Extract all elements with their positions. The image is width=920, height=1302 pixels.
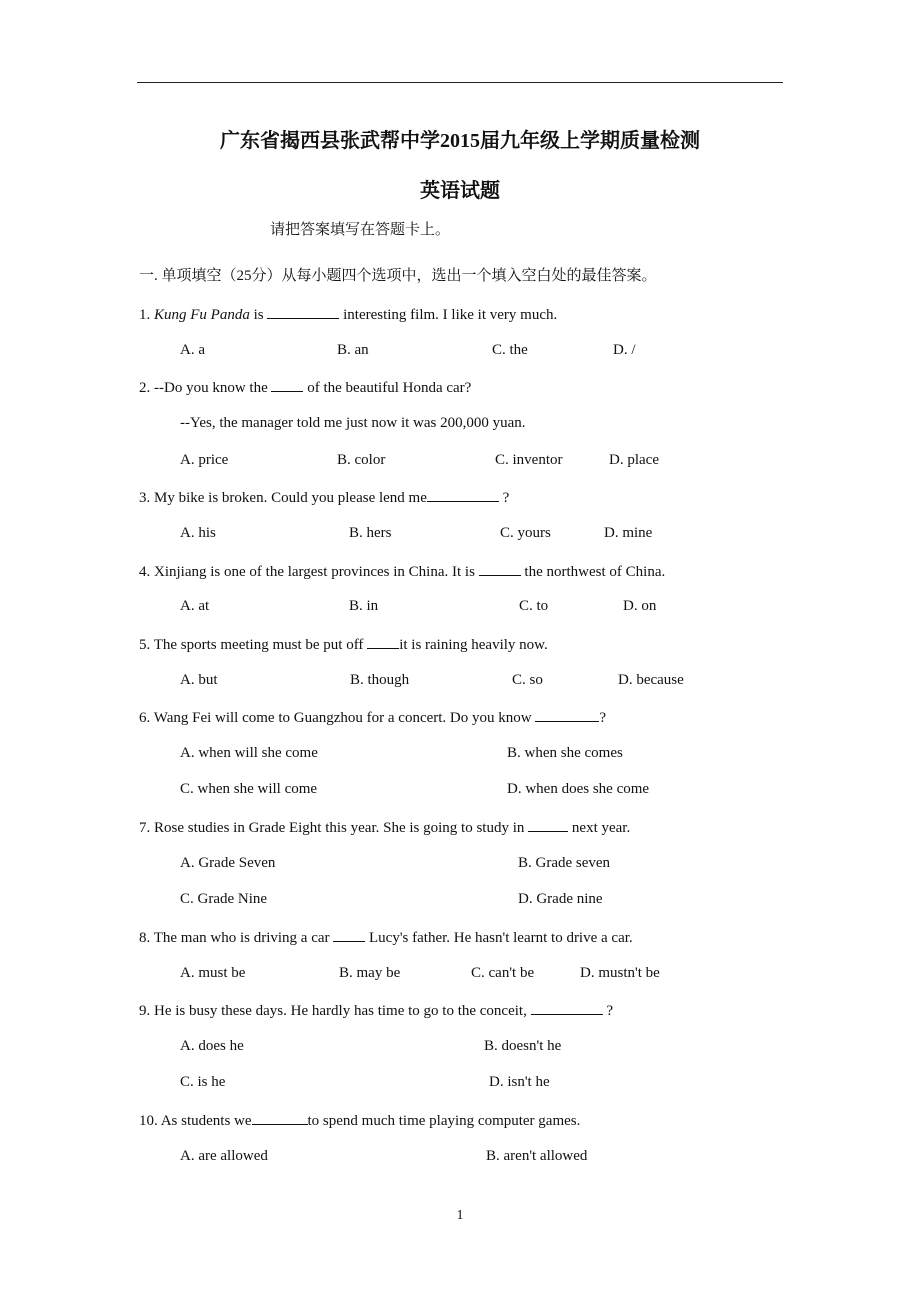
option: A. are allowed: [180, 1148, 268, 1164]
option: C. yours: [500, 525, 551, 541]
answer-blank: [333, 926, 365, 942]
question-6: 6. Wang Fei will come to Guangzhou for a concert. Do you know ?: [139, 706, 606, 728]
option: D. mustn't be: [580, 965, 660, 981]
option: B. hers: [349, 525, 392, 541]
option: D. because: [618, 672, 684, 688]
option: B. when she comes: [507, 745, 623, 761]
option: B. Grade seven: [518, 855, 611, 871]
option: B. doesn't he: [484, 1038, 562, 1054]
question-1: 1. Kung Fu Panda is interesting film. I like it very much.: [139, 303, 557, 325]
answer-blank: [479, 560, 521, 576]
option: D. Grade nine: [518, 891, 603, 907]
instruction-text: 请把答案填写在答题卡上。: [270, 222, 451, 238]
question-4: 4. Xinjiang is one of the largest provinces in China. It is the northwest of China.: [139, 560, 665, 582]
option: A. but: [180, 672, 218, 688]
option: A. a: [180, 342, 205, 358]
option: D. /: [613, 342, 636, 358]
question-10: 10. As students we to spend much time playing computer games.: [139, 1109, 580, 1131]
page-subtitle: 英语试题: [420, 180, 500, 202]
option: C. inventor: [495, 452, 563, 468]
option: D. isn't he: [489, 1074, 550, 1090]
option: D. on: [623, 598, 657, 614]
answer-blank: [267, 303, 339, 319]
option: B. an: [337, 342, 369, 358]
option: B. color: [337, 452, 386, 468]
option: C. is he: [180, 1074, 226, 1090]
option: C. can't be: [471, 965, 535, 981]
option: A. price: [180, 452, 229, 468]
page-number: 1: [456, 1208, 464, 1223]
option: A. Grade Seven: [180, 855, 276, 871]
answer-blank: [531, 999, 603, 1015]
question-7: 7. Rose studies in Grade Eight this year. She is going to study in next year.: [139, 816, 630, 838]
option: A. at: [180, 598, 210, 614]
option: A. must be: [180, 965, 246, 981]
answer-blank: [367, 633, 399, 649]
question-5: 5. The sports meeting must be put off it is raining heavily now.: [139, 633, 548, 655]
option: D. place: [609, 452, 659, 468]
option: C. the: [492, 342, 528, 358]
option: D. mine: [604, 525, 653, 541]
option: B. though: [350, 672, 410, 688]
option: C. Grade Nine: [180, 891, 268, 907]
section-heading: 一. 单项填空（25分）从每小题四个选项中，选出一个填入空白处的最佳答案。: [139, 268, 657, 284]
option: A. does he: [180, 1038, 244, 1054]
option: A. his: [180, 525, 216, 541]
option: C. to: [519, 598, 549, 614]
option: C. so: [512, 672, 543, 688]
option: B. in: [349, 598, 379, 614]
answer-blank: [271, 376, 303, 392]
question-3: 3. My bike is broken. Could you please lend me ?: [139, 486, 509, 508]
question-2: 2. --Do you know the of the beautiful Honda car?: [139, 376, 471, 398]
option: A. when will she come: [180, 745, 318, 761]
answer-blank: [535, 706, 599, 722]
answer-blank: [528, 816, 568, 832]
answer-blank: [427, 486, 499, 502]
option: B. aren't allowed: [486, 1148, 588, 1164]
answer-blank: [252, 1109, 308, 1125]
option: B. may be: [339, 965, 401, 981]
dialogue-reply: --Yes, the manager told me just now it was 200,000 yuan.: [180, 415, 526, 431]
option: C. when she will come: [180, 781, 318, 797]
option: D. when does she come: [507, 781, 650, 797]
header-rule: [137, 82, 783, 83]
question-9: 9. He is busy these days. He hardly has time to go to the conceit, ?: [139, 999, 613, 1021]
question-8: 8. The man who is driving a car Lucy's father. He hasn't learnt to drive a car.: [139, 926, 633, 948]
page-title: 广东省揭西县张武帮中学2015届九年级上学期质量检测: [220, 130, 700, 152]
